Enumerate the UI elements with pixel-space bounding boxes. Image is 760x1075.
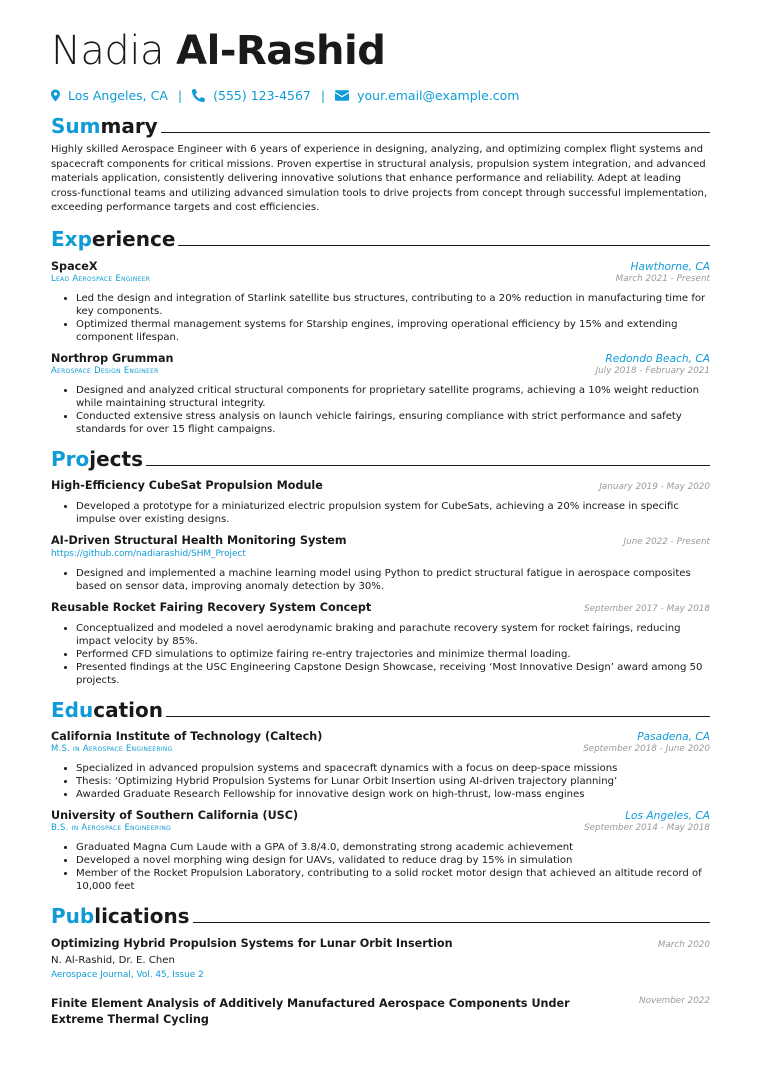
publication-title: Optimizing Hybrid Propulsion Systems for Lunar Orbit Insertion bbox=[51, 936, 453, 950]
heading-rest: lications bbox=[94, 903, 190, 928]
school-location: Pasadena, CA bbox=[637, 730, 710, 743]
school-dates: September 2018 - June 2020 bbox=[583, 743, 710, 754]
bullet-item: • Designed and implemented a machine learning model using Python to predict structural fatigue in aerospace composites based on sensor data, improving anomaly detection by 30%. bbox=[76, 567, 710, 593]
contact-bar bbox=[51, 88, 710, 103]
bullet-list bbox=[51, 384, 710, 436]
heading-accent: Sum bbox=[51, 114, 101, 138]
envelope-icon bbox=[335, 90, 349, 101]
education-entry bbox=[51, 730, 710, 801]
project-title: Reusable Rocket Fairing Recovery System Concept bbox=[51, 600, 372, 614]
phone-icon bbox=[192, 89, 205, 102]
summary-heading bbox=[51, 115, 710, 137]
bullet-item: • Graduated Magna Cum Laude with a GPA of 3.8/4.0, demonstrating strong academic achievement bbox=[76, 841, 710, 854]
project-entry bbox=[51, 479, 710, 526]
bullet-item: • Optimized thermal management systems for Starship engines, improving operational efficiency by 15% and extending component lifespan. bbox=[76, 318, 710, 344]
phone-text: (555) 123-4567 bbox=[213, 88, 311, 103]
contact-separator: | bbox=[320, 88, 326, 103]
bullet-item: • Awarded Graduate Research Fellowship for innovative design work on high-thrust, low-mass engines bbox=[76, 788, 710, 801]
education-heading bbox=[51, 699, 710, 721]
bullet-list bbox=[51, 762, 710, 801]
publication-date: March 2020 bbox=[657, 939, 710, 950]
heading-accent: Edu bbox=[51, 697, 94, 722]
school-name: University of Southern California (USC) bbox=[51, 808, 299, 822]
email-link[interactable]: your.email@example.com bbox=[357, 88, 520, 103]
last-name: Al-Rashid bbox=[176, 28, 386, 74]
summary-text: Highly skilled Aerospace Engineer with 6 years of experience in designing, analyzing, and optimizing complex flight systems and spacecraft components for critical missions. Proven expertise in structural analysis, propulsion system integration, and advanced materials application, consistently delivering innovative solutions that enhance performance and reliability. Adept at leading cross-functional teams and utilizing advanced simulation tools to drive projects from concept through successful implementation, exceeding performance targets and cost efficiencies. bbox=[51, 144, 708, 214]
education-entry bbox=[51, 809, 710, 893]
bullet-item: • Thesis: ‘Optimizing Hybrid Propulsion Systems for Lunar Orbit Insertion using AI-driven trajectory planning’ bbox=[76, 775, 710, 788]
school-location: Los Angeles, CA bbox=[625, 809, 710, 822]
project-dates: September 2017 - May 2018 bbox=[584, 603, 710, 614]
job-title: Aerospace Design Engineer bbox=[51, 364, 159, 375]
heading-rest: jects bbox=[89, 446, 144, 471]
project-entry bbox=[51, 601, 710, 687]
publication-title: Finite Element Analysis of Additively Manufactured Aerospace Components Under Extreme Thermal Cycling bbox=[51, 996, 570, 1026]
contact-separator: | bbox=[177, 88, 183, 103]
bullet-item: • Led the design and integration of Starlink satellite bus structures, contributing to a 20% reduction in manufacturing time for key components. bbox=[76, 292, 710, 318]
job-title: Lead Aerospace Engineer bbox=[51, 272, 151, 283]
heading-rest: mary bbox=[100, 114, 158, 138]
job-location: Redondo Beach, CA bbox=[605, 352, 710, 365]
heading-rest: cation bbox=[93, 697, 163, 722]
bullet-item: • Conducted extensive stress analysis on launch vehicle fairings, ensuring compliance with strict performance and safety standards for over 15 flight campaigns. bbox=[76, 410, 710, 436]
publications-heading bbox=[51, 905, 710, 927]
company-name: Northrop Grumman bbox=[51, 351, 174, 365]
first-name: Nadia bbox=[51, 28, 164, 74]
bullet-item: • Member of the Rocket Propulsion Laboratory, contributing to a solid rocket motor design that achieved an altitude record of 10,000 feet bbox=[76, 867, 710, 893]
job-dates: July 2018 - February 2021 bbox=[595, 365, 710, 376]
project-entry bbox=[51, 534, 710, 593]
phone-item[interactable] bbox=[192, 88, 311, 103]
publication-entry bbox=[51, 936, 710, 980]
bullet-list bbox=[51, 292, 710, 344]
job-dates: March 2021 - Present bbox=[615, 273, 710, 284]
section-rule bbox=[166, 716, 710, 717]
project-dates: January 2019 - May 2020 bbox=[599, 481, 710, 492]
heading-rest: erience bbox=[91, 226, 176, 251]
experience-entry bbox=[51, 260, 710, 344]
bullet-item: • Conceptualized and modeled a novel aerodynamic braking and parachute recovery system for rocket fairings, reducing impact velocity by 85%. bbox=[76, 622, 710, 648]
bullet-item: • Presented findings at the USC Engineering Capstone Design Showcase, receiving ‘Most Innovative Design’ award among 50 projects. bbox=[76, 661, 710, 687]
bullet-list bbox=[51, 622, 710, 687]
bullet-item: • Performed CFD simulations to optimize fairing re-entry trajectories and minimize thermal loading. bbox=[76, 648, 710, 661]
section-rule bbox=[193, 922, 710, 923]
project-title: AI-Driven Structural Health Monitoring System bbox=[51, 533, 347, 547]
experience-entry bbox=[51, 352, 710, 436]
heading-accent: Exp bbox=[51, 226, 92, 251]
location-text: Los Angeles, CA bbox=[68, 88, 168, 103]
bullet-item: • Developed a novel morphing wing design for UAVs, validated to reduce drag by 15% in simulation bbox=[76, 854, 710, 867]
bullet-list bbox=[51, 841, 710, 893]
degree: M.S. in Aerospace Engineering bbox=[51, 742, 173, 753]
publication-entry bbox=[51, 996, 710, 1028]
section-rule bbox=[161, 132, 710, 133]
publication-venue[interactable]: Aerospace Journal, Vol. 45, Issue 2 bbox=[51, 969, 204, 980]
bullet-list bbox=[51, 500, 710, 526]
experience-heading bbox=[51, 228, 710, 250]
school-name: California Institute of Technology (Caltech) bbox=[51, 729, 323, 743]
job-location: Hawthorne, CA bbox=[630, 260, 710, 273]
school-dates: September 2014 - May 2018 bbox=[584, 822, 710, 833]
project-title: High-Efficiency CubeSat Propulsion Module bbox=[51, 478, 323, 492]
email-item[interactable] bbox=[335, 88, 519, 103]
bullet-item: • Specialized in advanced propulsion systems and spacecraft dynamics with a focus on deep-space missions bbox=[76, 762, 710, 775]
heading-accent: Pub bbox=[51, 903, 95, 928]
project-dates: June 2022 - Present bbox=[623, 536, 710, 547]
section-rule bbox=[178, 245, 710, 246]
bullet-item: • Developed a prototype for a miniaturized electric propulsion system for CubeSats, achieving a 20% increase in specific impulse over existing designs. bbox=[76, 500, 710, 526]
candidate-name bbox=[51, 28, 710, 74]
bullet-list bbox=[51, 567, 710, 593]
company-name: SpaceX bbox=[51, 259, 98, 273]
location-item bbox=[51, 88, 168, 103]
heading-accent: Pro bbox=[51, 446, 90, 471]
projects-heading bbox=[51, 448, 710, 470]
bullet-item: • Designed and analyzed critical structural components for proprietary satellite programs, achieving a 10% weight reduction while maintaining structural integrity. bbox=[76, 384, 710, 410]
project-link[interactable]: https://github.com/nadiarashid/SHM_Project bbox=[51, 548, 246, 559]
publication-authors: N. Al-Rashid, Dr. E. Chen bbox=[51, 954, 175, 966]
publication-date: November 2022 bbox=[639, 995, 710, 1006]
map-pin-icon bbox=[51, 89, 60, 102]
degree: B.S. in Aerospace Engineering bbox=[51, 821, 172, 832]
section-rule bbox=[146, 465, 710, 466]
